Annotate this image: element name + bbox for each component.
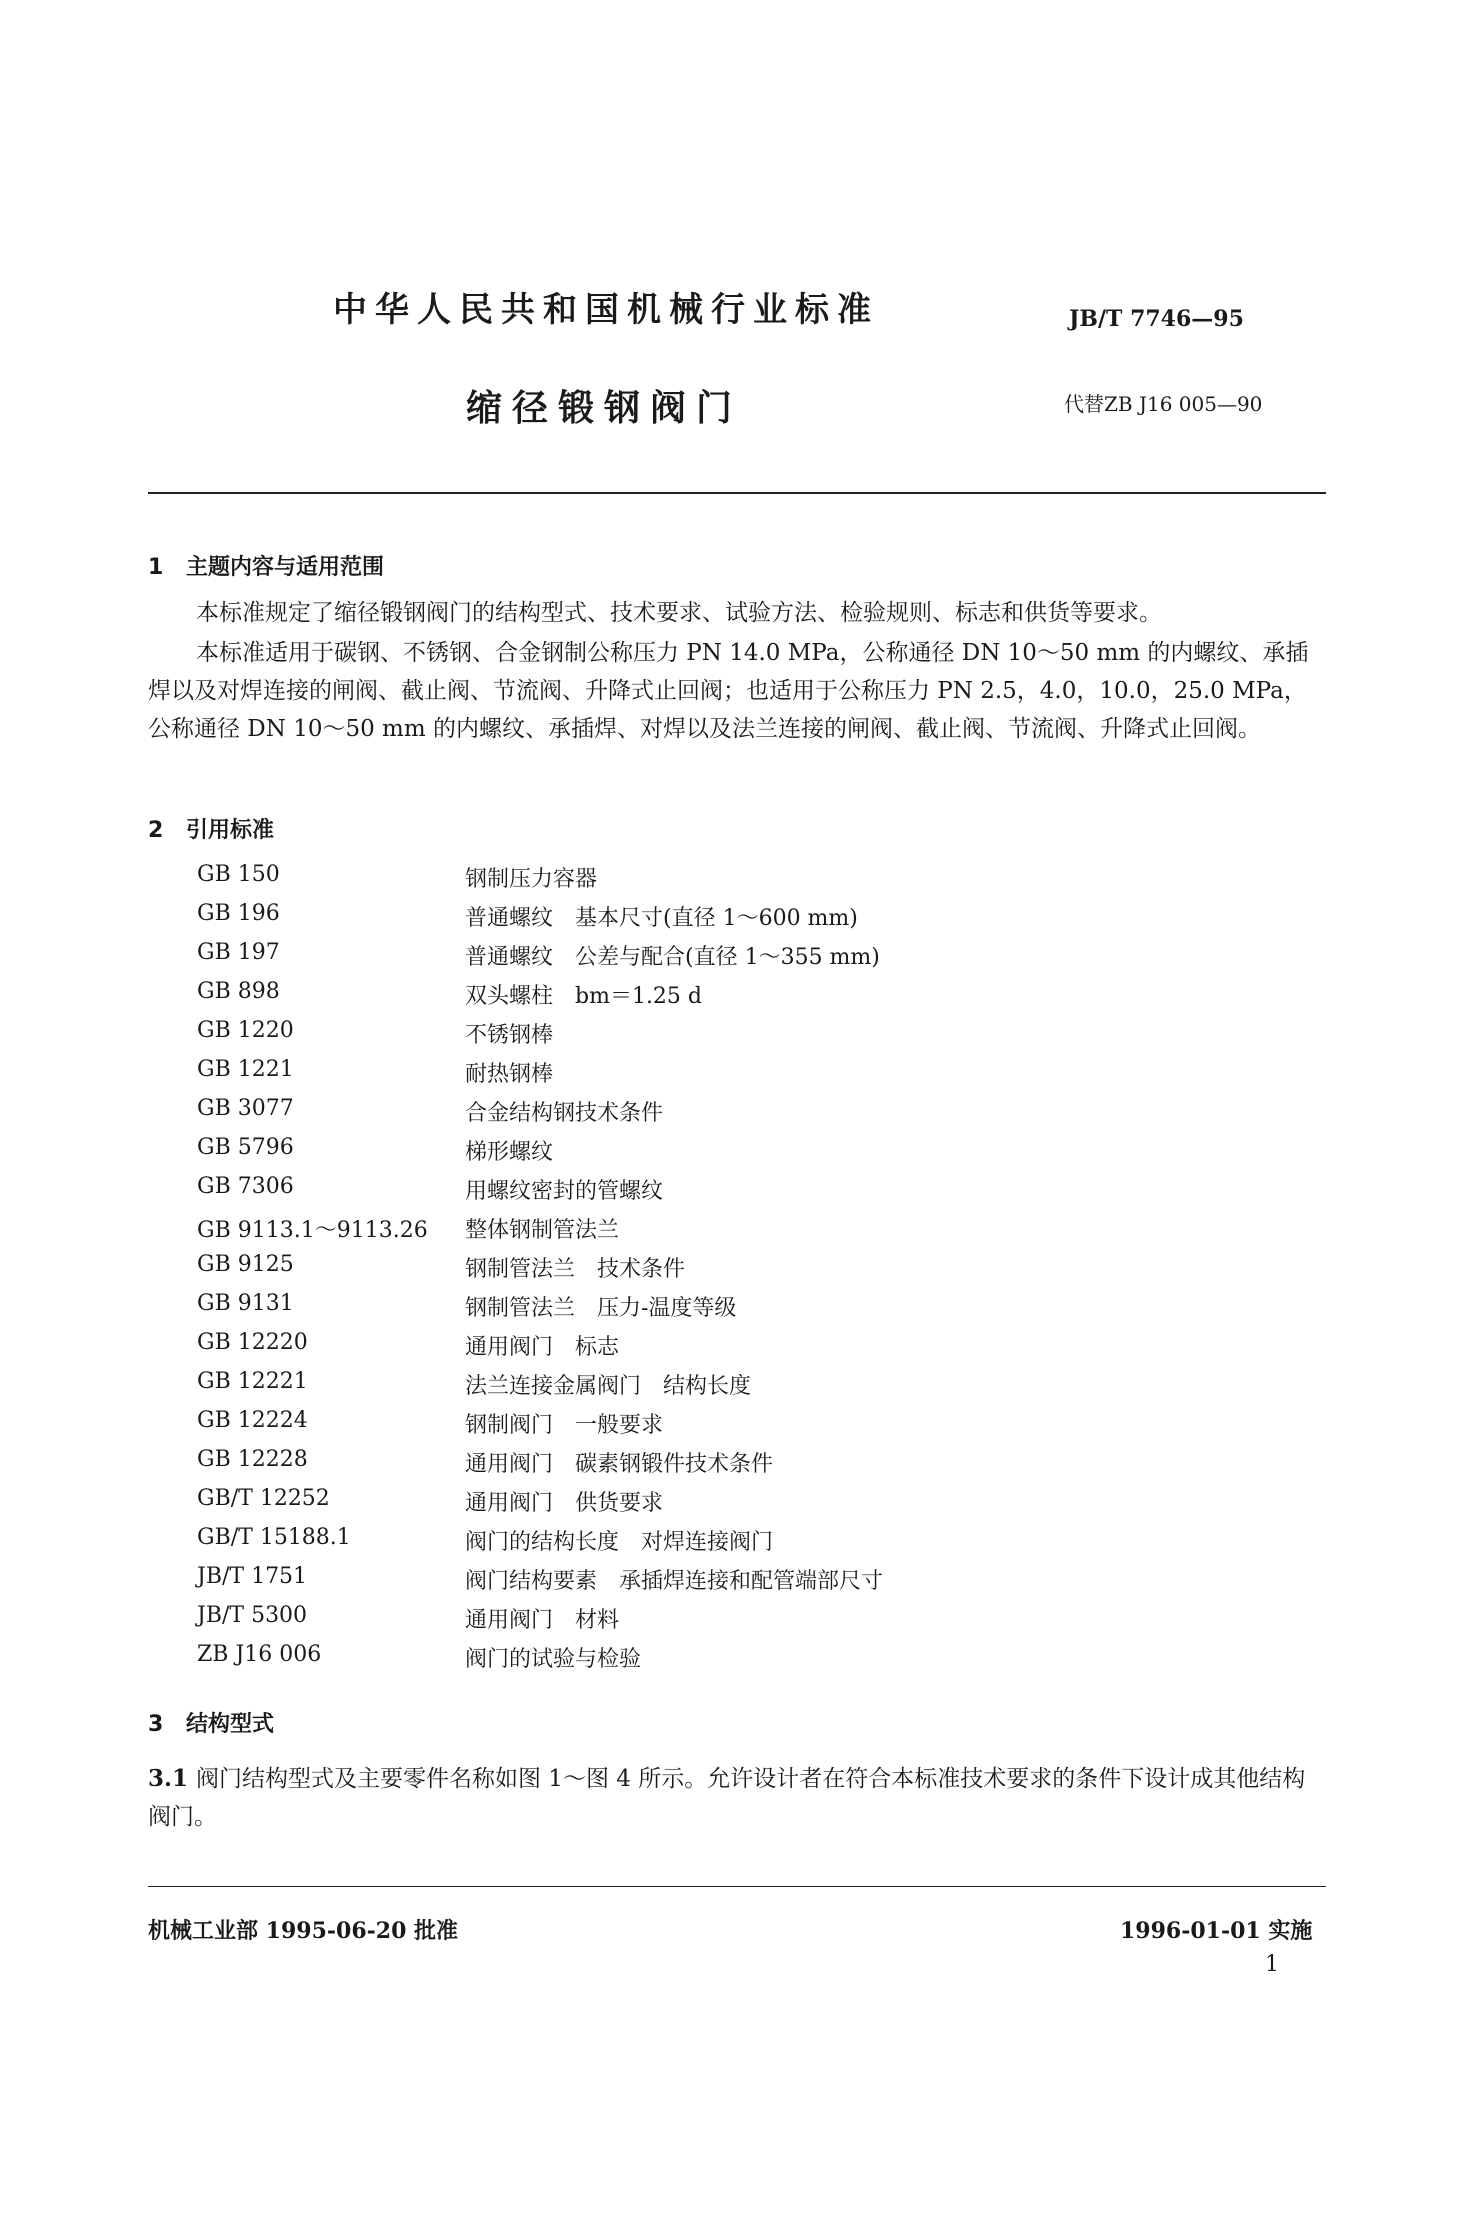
section-1-heading (148, 550, 384, 581)
reference-name: 普通螺纹 基本尺寸(直径 1～600 mm) (465, 906, 858, 931)
section-3-heading (148, 1707, 274, 1738)
reference-row (197, 1642, 1097, 1681)
reference-code: GB 9131 (197, 1291, 294, 1316)
reference-name: 阀门的结构长度 对焊连接阀门 (465, 1530, 774, 1555)
replaces-standard: 代替ZB J16 005—90 (1064, 392, 1263, 416)
reference-code: JB/T 5300 (197, 1603, 308, 1628)
reference-name: 用螺纹密封的管螺纹 (465, 1179, 664, 1204)
reference-code: GB 9125 (197, 1252, 294, 1277)
effective-date: 1996-01-01 实施 (1120, 1918, 1313, 1944)
reference-name: 通用阀门 供货要求 (465, 1491, 664, 1516)
reference-row (197, 1408, 1097, 1447)
reference-code: GB 3077 (197, 1096, 294, 1121)
reference-code: GB 150 (197, 862, 280, 887)
reference-row (197, 1213, 1097, 1252)
reference-code: GB 898 (197, 979, 280, 1004)
approval-note: 机械工业部 1995-06-20 批准 (148, 1918, 459, 1944)
section-2-title: 引用标准 (186, 818, 275, 843)
reference-row (197, 1174, 1097, 1213)
reference-row (197, 1291, 1097, 1330)
reference-row (197, 862, 1097, 901)
reference-code: ZB J16 006 (197, 1642, 322, 1667)
reference-row (197, 1018, 1097, 1057)
reference-row (197, 901, 1097, 940)
reference-code: GB 196 (197, 901, 280, 926)
reference-row (197, 1330, 1097, 1369)
reference-name: 法兰连接金属阀门 结构长度 (465, 1374, 752, 1399)
reference-name: 通用阀门 材料 (465, 1608, 620, 1633)
reference-code: JB/T 1751 (197, 1564, 308, 1589)
reference-row (197, 940, 1097, 979)
reference-row (197, 1057, 1097, 1096)
reference-name: 整体钢制管法兰 (465, 1218, 620, 1243)
reference-name: 阀门结构要素 承插焊连接和配管端部尺寸 (465, 1569, 884, 1594)
clause-3-1-number: 3.1 (148, 1765, 189, 1792)
reference-name: 钢制压力容器 (465, 867, 598, 892)
reference-code: GB 12221 (197, 1369, 308, 1394)
reference-name: 普通螺纹 公差与配合(直径 1～355 mm) (465, 945, 880, 970)
reference-code: GB 12220 (197, 1330, 308, 1355)
reference-code: GB 7306 (197, 1174, 294, 1199)
section-1-title: 主题内容与适用范围 (186, 555, 385, 580)
page-number: 1 (1265, 1952, 1279, 1977)
reference-code: GB 9113.1～9113.26 (197, 1218, 428, 1243)
section-1-paragraph-2: 本标准适用于碳钢、不锈钢、合金钢制公称压力 PN 14.0 MPa，公称通径 DN 10～50 mm 的内螺纹、承插焊以及对焊连接的闸阀、截止阀、节流阀、升降式止回阀；也适用于公称压力 PN 2.5，4.0，10.0，25.0 MPa，公称通径 DN 10～50 mm 的内螺纹、承插焊、对焊以及法兰连接的闸阀、截止阀、节流阀、升降式止回阀。 (148, 640, 1309, 742)
header-rule (148, 492, 1326, 494)
section-3-number: 3 (148, 1712, 164, 1737)
reference-code: GB/T 12252 (197, 1486, 330, 1511)
reference-name: 梯形螺纹 (465, 1140, 554, 1165)
clause-3-1-text: 阀门结构型式及主要零件名称如图 1～图 4 所示。允许设计者在符合本标准技术要求的条件下设计成其他结构阀门。 (148, 1766, 1306, 1830)
reference-row (197, 1447, 1097, 1486)
document-title: 缩径锻钢阀门 (466, 388, 743, 429)
reference-row (197, 1369, 1097, 1408)
reference-code: GB 1220 (197, 1018, 294, 1043)
reference-name: 通用阀门 碳素钢锻件技术条件 (465, 1452, 774, 1477)
reference-code: GB 1221 (197, 1057, 294, 1082)
reference-list (197, 862, 1097, 1681)
reference-code: GB 12224 (197, 1408, 308, 1433)
reference-name: 钢制管法兰 技术条件 (465, 1257, 686, 1282)
reference-row (197, 1486, 1097, 1525)
reference-row (197, 1252, 1097, 1291)
reference-row (197, 1525, 1097, 1564)
reference-name: 钢制管法兰 压力-温度等级 (465, 1296, 737, 1321)
reference-row (197, 1564, 1097, 1603)
reference-name: 阀门的试验与检验 (465, 1647, 642, 1672)
section-3-title: 结构型式 (186, 1712, 275, 1737)
section-1-paragraph-1: 本标准规定了缩径锻钢阀门的结构型式、技术要求、试验方法、检验规则、标志和供货等要求。 (196, 600, 1162, 626)
reference-name: 双头螺柱 bm＝1.25 d (465, 984, 703, 1009)
reference-name: 合金结构钢技术条件 (465, 1101, 664, 1126)
reference-code: GB 5796 (197, 1135, 294, 1160)
reference-row (197, 1135, 1097, 1174)
reference-code: GB/T 15188.1 (197, 1525, 351, 1550)
standard-code: JB/T 7746—95 (1069, 306, 1244, 332)
standard-organization: 中华人民共和国机械行业标准 (333, 290, 879, 330)
reference-row (197, 1603, 1097, 1642)
reference-row (197, 979, 1097, 1018)
reference-name: 钢制阀门 一般要求 (465, 1413, 664, 1438)
reference-row (197, 1096, 1097, 1135)
footer-rule (148, 1886, 1326, 1887)
clause-3-1 (148, 1760, 1324, 1836)
reference-code: GB 197 (197, 940, 280, 965)
section-2-number: 2 (148, 818, 164, 843)
section-1-number: 1 (148, 555, 164, 580)
reference-name: 耐热钢棒 (465, 1062, 554, 1087)
section-2-heading (148, 813, 274, 844)
reference-code: GB 12228 (197, 1447, 308, 1472)
reference-name: 不锈钢棒 (465, 1023, 554, 1048)
reference-name: 通用阀门 标志 (465, 1335, 620, 1360)
